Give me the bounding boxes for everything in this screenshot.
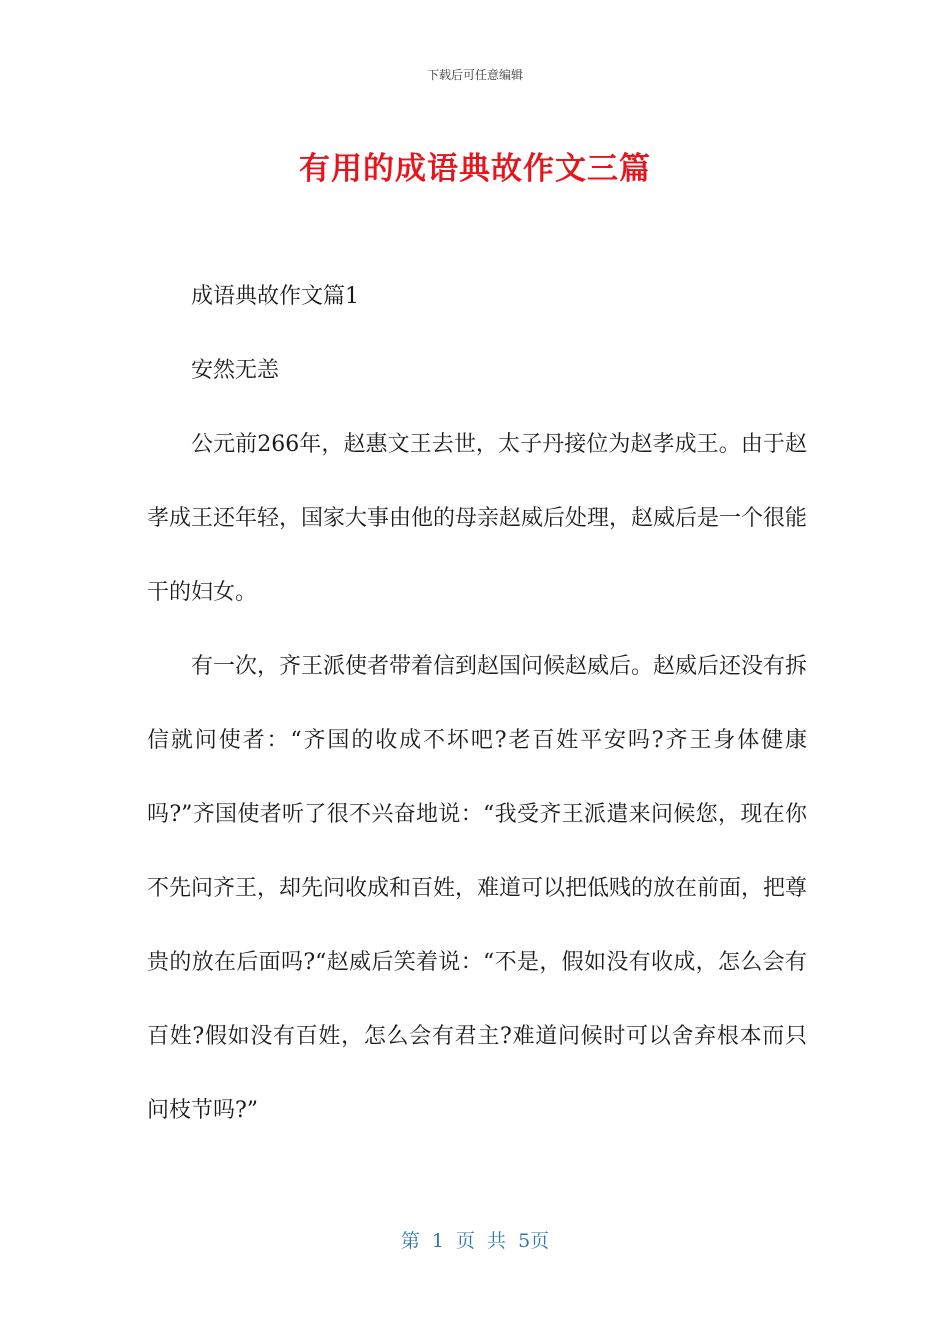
idiom-heading: 安然无恙: [191, 358, 280, 383]
document-body: [147, 260, 807, 1148]
header-note: 下载后可任意编辑: [426, 68, 523, 82]
body-paragraph: 公元前266年，赵惠文王去世，太子丹接位为赵孝成王。由于赵孝成王还年轻，国家大事由他的母亲赵威后处理，赵威后是一个很能干的妇女。: [147, 432, 808, 605]
body-paragraph: 有一次，齐王派使者带着信到赵国问候赵威后。赵威后还没有拆信就问使者：“齐国的收成不坏吧?老百姓平安吗?齐王身体健康吗?”齐国使者听了很不兴奋地说：“我受齐王派遣来问候您，现在你不先问齐王，却先问收成和百姓，难道可以把低贱的放在前面，把尊贵的放在后面吗?“赵威后笑着说：“不是，假如没有收成，怎么会有百姓?假如没有百姓，怎么会有君主?难道问候时可以舍弃根本而只问枝节吗?”: [147, 654, 808, 1123]
page-number-footer: 第 1 页 共 5页: [400, 1230, 550, 1252]
document-title: 有用的成语典故作文三篇: [299, 151, 651, 187]
section-heading: 成语典故作文篇1: [191, 284, 359, 309]
